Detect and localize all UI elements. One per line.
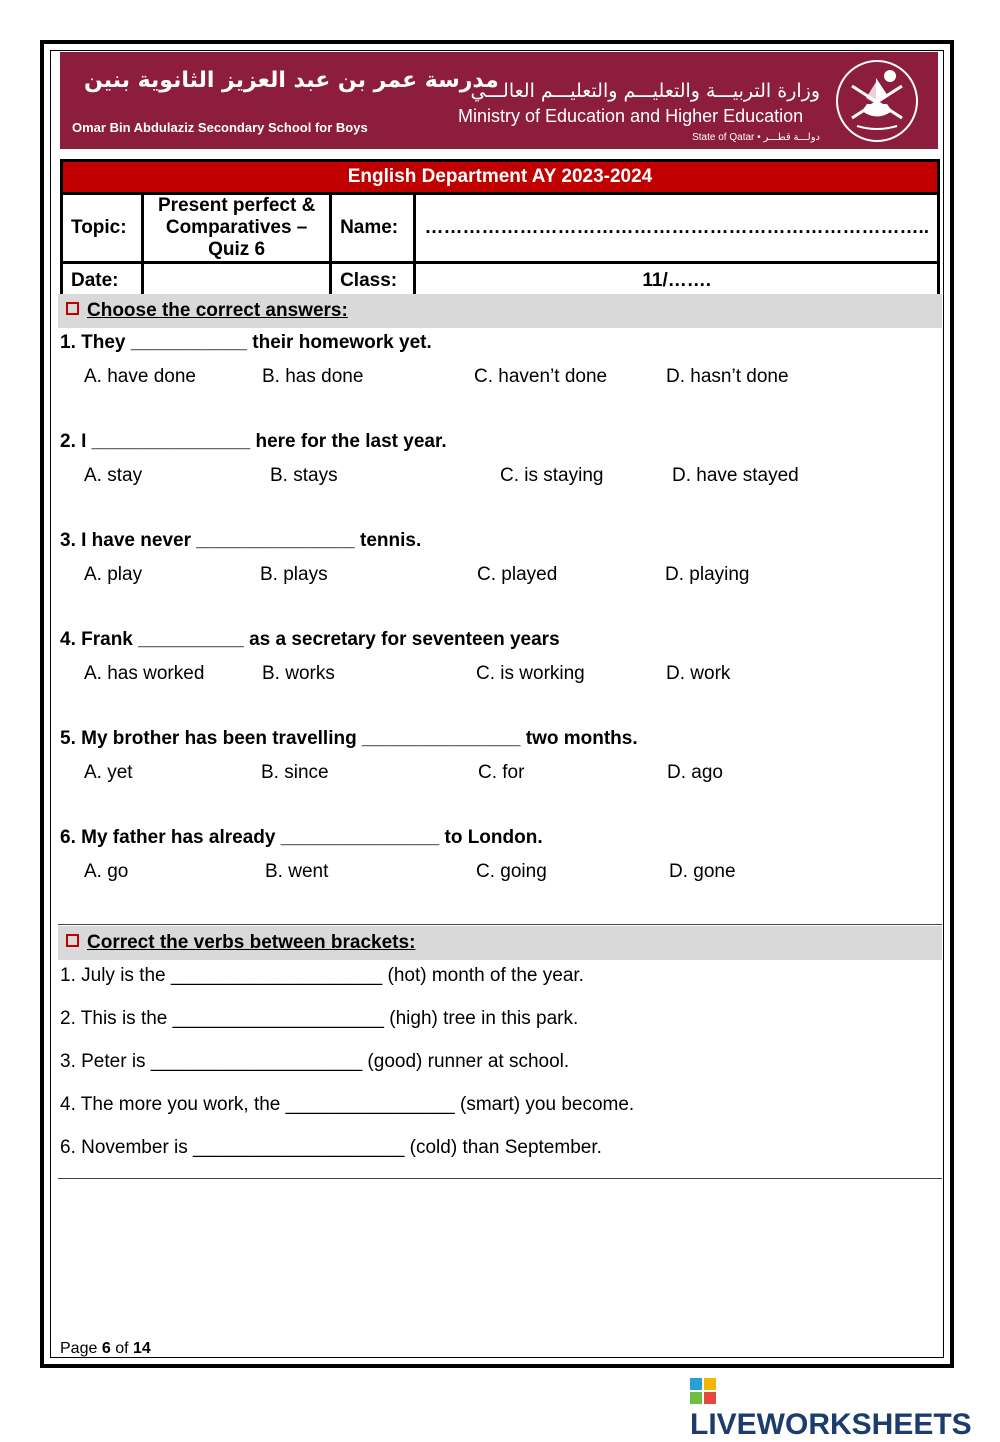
question-4: 4. Frank __________ as a secretary for seventeen years bbox=[60, 629, 560, 650]
q5-option-b[interactable]: B. since bbox=[261, 762, 329, 783]
section-2-header bbox=[58, 926, 942, 960]
ministry-name-arabic: وزارة التربيـــة والتعليـــم والتعليـــم العالـــي bbox=[470, 80, 820, 102]
verb-item-2[interactable]: 2. This is the ____________________ (high) tree in this park. bbox=[60, 1008, 579, 1029]
section-divider bbox=[58, 924, 942, 925]
q5-option-a[interactable]: A. yet bbox=[84, 762, 133, 783]
q3-option-d[interactable]: D. playing bbox=[665, 564, 750, 585]
name-label: Name: bbox=[331, 194, 415, 263]
q6-option-a[interactable]: A. go bbox=[84, 861, 129, 882]
checkbox-square-icon bbox=[66, 302, 79, 315]
q6-option-b[interactable]: B. went bbox=[265, 861, 329, 882]
ministry-name-english: Ministry of Education and Higher Education bbox=[458, 106, 804, 126]
header-banner bbox=[60, 52, 938, 149]
topic-line-2: Comparatives – Quiz 6 bbox=[165, 217, 308, 260]
page-word: Page bbox=[60, 1340, 98, 1357]
verb-item-5[interactable]: 6. November is ____________________ (cold) than September. bbox=[60, 1137, 602, 1158]
q1-option-b[interactable]: B. has done bbox=[262, 366, 364, 387]
topic-label: Topic: bbox=[62, 194, 143, 263]
page-number bbox=[60, 1340, 151, 1358]
q4-option-c[interactable]: C. is working bbox=[476, 663, 585, 684]
section-2-title: Correct the verbs between brackets: bbox=[87, 932, 416, 953]
q5-option-c[interactable]: C. for bbox=[478, 762, 525, 783]
q5-option-d[interactable]: D. ago bbox=[667, 762, 723, 783]
q3-option-a[interactable]: A. play bbox=[84, 564, 143, 585]
class-label: Class: bbox=[331, 263, 415, 300]
q2-option-d[interactable]: D. have stayed bbox=[672, 465, 799, 486]
liveworksheets-logo bbox=[690, 1374, 1000, 1441]
date-label: Date: bbox=[62, 263, 143, 300]
q2-option-c[interactable]: C. is staying bbox=[500, 465, 604, 486]
school-name-english: Omar Bin Abdulaziz Secondary School for Boys bbox=[72, 120, 368, 135]
school-name-arabic: مدرسة عمر بن عبد العزيز الثانوية بنين bbox=[84, 68, 499, 93]
liveworksheets-brand: LIVEWORKSHEETS bbox=[690, 1408, 972, 1441]
checkbox-square-icon bbox=[66, 934, 79, 947]
q2-option-a[interactable]: A. stay bbox=[84, 465, 143, 486]
info-table bbox=[60, 159, 940, 301]
q1-option-d[interactable]: D. hasn’t done bbox=[666, 366, 789, 387]
q6-option-d[interactable]: D. gone bbox=[669, 861, 736, 882]
liveworksheets-mark-icon bbox=[690, 1378, 716, 1404]
q3-option-b[interactable]: B. plays bbox=[260, 564, 328, 585]
question-6: 6. My father has already _______________ to London. bbox=[60, 827, 543, 848]
topic-value bbox=[143, 194, 331, 263]
section-1-header bbox=[58, 294, 942, 328]
verb-item-3[interactable]: 3. Peter is ____________________ (good) runner at school. bbox=[60, 1051, 570, 1072]
q4-option-d[interactable]: D. work bbox=[666, 663, 731, 684]
section-1-title: Choose the correct answers: bbox=[87, 300, 348, 321]
q4-option-b[interactable]: B. works bbox=[262, 663, 335, 684]
question-5: 5. My brother has been travelling _______________ two months. bbox=[60, 728, 638, 749]
page-total: 14 bbox=[132, 1340, 151, 1357]
q2-option-b[interactable]: B. stays bbox=[270, 465, 338, 486]
q1-option-c[interactable]: C. haven’t done bbox=[474, 366, 608, 387]
question-1: 1. They ___________ their homework yet. bbox=[60, 332, 432, 353]
name-field[interactable]: …………………………………………………………………….. bbox=[415, 194, 939, 263]
q4-option-a[interactable]: A. has worked bbox=[84, 663, 205, 684]
section-end-divider bbox=[58, 1178, 942, 1179]
q6-option-c[interactable]: C. going bbox=[476, 861, 547, 882]
of-word: of bbox=[115, 1340, 129, 1357]
q1-option-a[interactable]: A. have done bbox=[84, 366, 196, 387]
question-2: 2. I _______________ here for the last year. bbox=[60, 431, 447, 452]
state-label: State of Qatar • دولـــة قطـــر bbox=[692, 132, 820, 143]
verb-item-1[interactable]: 1. July is the ____________________ (hot) month of the year. bbox=[60, 965, 584, 986]
department-title: English Department AY 2023-2024 bbox=[62, 161, 939, 194]
verb-item-4[interactable]: 4. The more you work, the ________________ (smart) you become. bbox=[60, 1094, 635, 1115]
qatar-emblem-icon bbox=[832, 56, 922, 146]
question-3: 3. I have never _______________ tennis. bbox=[60, 530, 422, 551]
page-current: 6 bbox=[101, 1340, 111, 1357]
topic-line-1: Present perfect & bbox=[157, 195, 316, 216]
q3-option-c[interactable]: C. played bbox=[477, 564, 558, 585]
class-field[interactable]: 11/……. bbox=[415, 263, 939, 300]
